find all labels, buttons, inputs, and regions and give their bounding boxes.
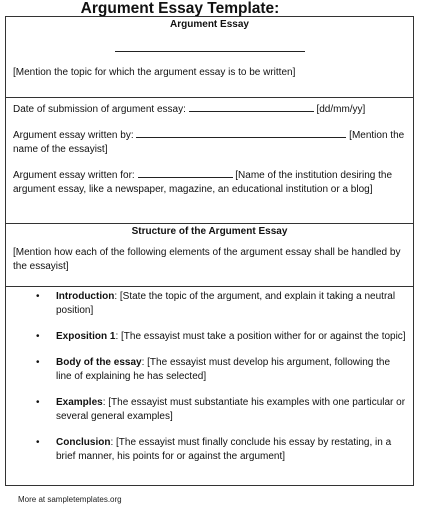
footer-source-link[interactable]: More at sampletemplates.org [18, 495, 122, 504]
submission-date-blank [189, 101, 314, 112]
item-term: Body of the essay [56, 357, 142, 368]
item-term: Conclusion [56, 437, 111, 448]
item-term: Examples [56, 397, 103, 408]
list-item [6, 330, 413, 344]
title-blank-line [115, 51, 305, 52]
list-item [6, 290, 413, 318]
item-text: : [The essayist must develop his argument, following the line of explaining he has selected] [56, 357, 391, 382]
list-item [6, 396, 413, 424]
section-heading-structure: Structure of the Argument Essay [131, 226, 288, 237]
bullet-icon: • [36, 331, 40, 342]
structure-instruction: [Mention how each of the following elements of the argument essay shall be handled by the essayist] [13, 247, 401, 272]
topic-instruction: [Mention the topic for which the argument essay is to be written] [13, 67, 296, 78]
section-heading-argument-essay: Argument Essay [170, 19, 249, 30]
section-elements [6, 286, 413, 485]
section-structure [6, 223, 413, 286]
bullet-icon: • [36, 357, 40, 368]
item-term: Introduction [56, 291, 115, 302]
bullet-icon: • [36, 437, 40, 448]
section-essay-topic [6, 17, 413, 97]
item-term: Exposition 1 [56, 331, 116, 342]
written-by-blank [136, 127, 346, 138]
bullet-icon: • [36, 397, 40, 408]
submission-date-hint: [dd/mm/yy] [316, 104, 366, 115]
item-text: : [The essayist must finally conclude his essay by restating, in a brief manner, his points for or against the argument] [56, 437, 392, 462]
written-by-hint: [Mention the name of the essayist] [13, 130, 405, 155]
submission-date-row [6, 101, 413, 117]
list-item [6, 436, 413, 464]
section-submission-details [6, 97, 413, 223]
elements-list [6, 290, 413, 464]
bullet-icon: • [36, 291, 40, 302]
template-table [5, 16, 414, 486]
item-text: : [The essayist must take a position wither for or against the topic] [115, 331, 406, 342]
written-by-label: Argument essay written by: [13, 130, 134, 141]
submission-date-label: Date of submission of argument essay: [13, 104, 186, 115]
written-for-blank [138, 167, 233, 178]
item-text: : [State the topic of the argument, and explain it taking a neutral position] [56, 291, 396, 316]
item-text: : [The essayist must substantiate his examples with one particular or several general examples] [56, 397, 406, 422]
written-for-hint: [Name of the institution desiring the argument essay, like a newspaper, magazine, an educational institution or a blog] [13, 170, 393, 195]
written-by-row [6, 127, 413, 157]
page-title: Argument Essay Template: [80, 0, 280, 17]
list-item [6, 356, 413, 384]
written-for-row [6, 167, 413, 197]
written-for-label: Argument essay written for: [13, 170, 135, 181]
